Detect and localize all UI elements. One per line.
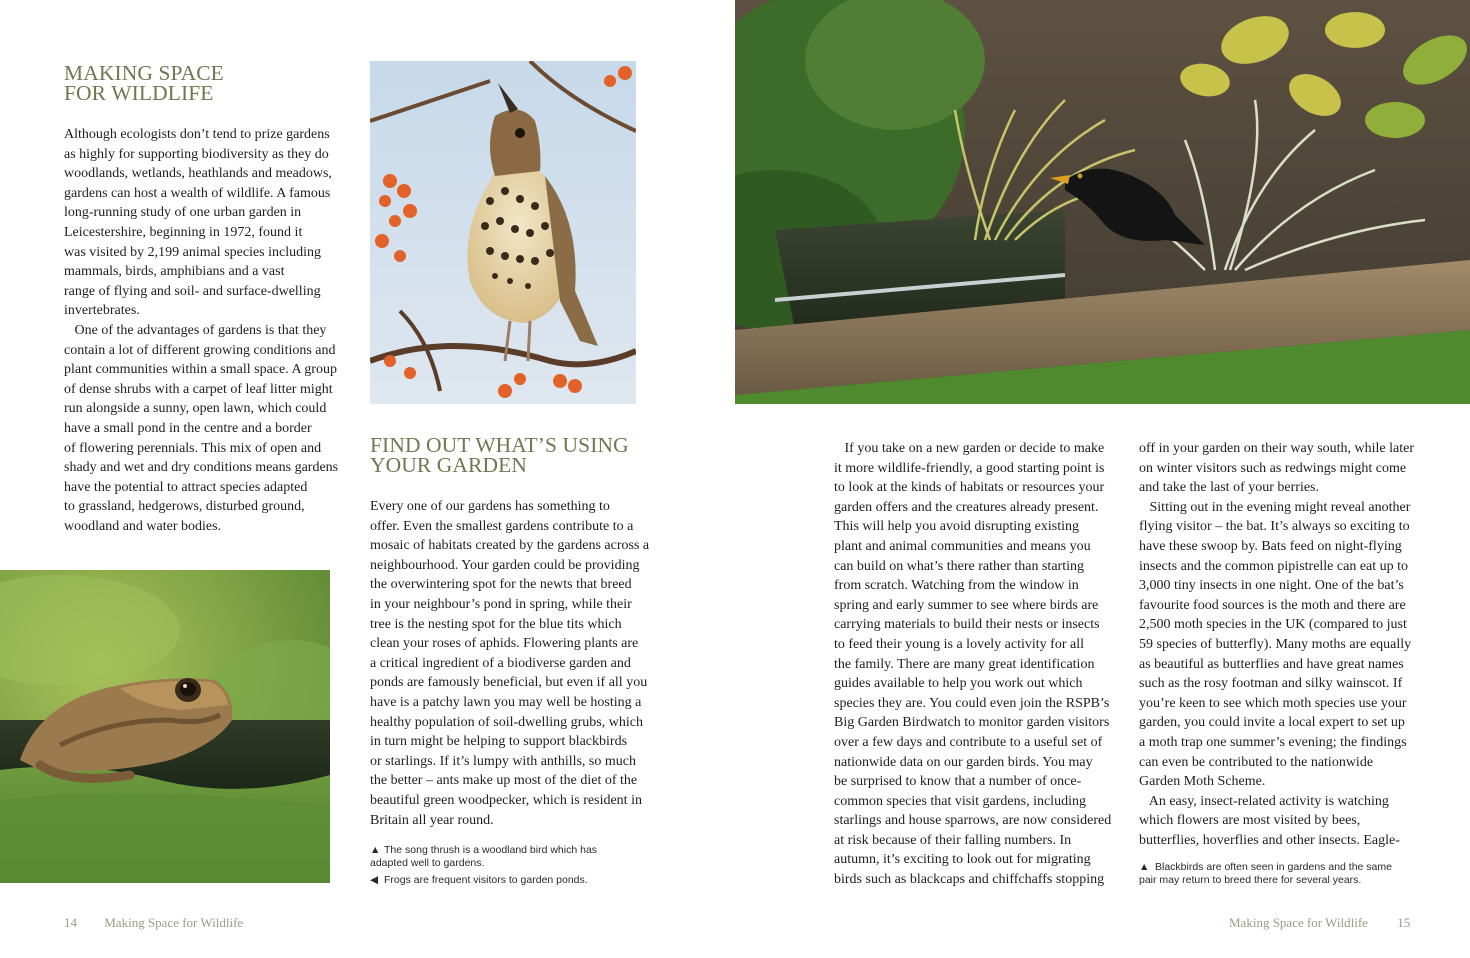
text-line: of dense shrubs with a carpet of leaf litter might	[64, 381, 333, 397]
text-line: plant and animal communities and means you	[834, 538, 1091, 554]
text-line: and take the last of your berries.	[1139, 480, 1319, 496]
text-line: 2,500 moth species in the UK (compared to just	[1139, 617, 1407, 633]
running-title: Making Space for Wildlife	[104, 915, 244, 930]
text-line: neighbourhood. Your garden could be providing	[370, 557, 640, 573]
text-line: insects and the common pipistrelle can eat up to	[1139, 558, 1409, 574]
text-line: woodland and water bodies.	[64, 518, 222, 534]
text-line: One of the advantages of gardens is that they	[64, 322, 327, 338]
text-line: a moth trap one summer’s evening; the findings	[1139, 734, 1407, 750]
text-line: to look at the kinds of habitats or resources your	[834, 480, 1105, 496]
heading-line: FOR WILDLIFE	[64, 80, 214, 105]
page-number: 15	[1397, 915, 1411, 930]
find-out-text-column	[370, 497, 650, 830]
text-line: Every one of our gardens has something to	[370, 499, 610, 514]
intro-text-column	[64, 125, 344, 536]
text-line: in turn might be helping to support blackbirds	[370, 734, 628, 750]
frog-illustration	[0, 570, 330, 883]
text-line: carrying materials to build their nests or insects	[834, 617, 1100, 633]
blackbird-pond-photo	[735, 0, 1470, 404]
song-thrush-illustration	[370, 61, 636, 404]
text-line: the better – ants make up most of the diet of the	[370, 773, 638, 789]
text-line: a critical ingredient of a biodiverse garden and	[370, 655, 631, 671]
text-line: at risk because of their falling numbers. In	[834, 832, 1072, 848]
text-line: the family. There are many great identification	[834, 656, 1095, 672]
text-line: run alongside a sunny, open lawn, which could	[64, 401, 327, 417]
right-footer	[1229, 915, 1410, 931]
text-line: garden, you could invite a local expert to set up	[1139, 715, 1405, 731]
text-line: it more wildlife-friendly, a good starting point is	[834, 460, 1105, 476]
text-line: have a small pond in the centre and a border	[64, 420, 312, 436]
text-line: Big Garden Birdwatch to monitor garden visitors	[834, 715, 1110, 731]
text-line: starlings and house sparrows, are now considered	[834, 813, 1112, 829]
text-line: you’re keen to see which moth species use your	[1139, 695, 1407, 711]
text-line: of flowering perennials. This mix of open and	[64, 440, 322, 456]
text-line: Britain all year round.	[370, 812, 494, 828]
text-line: off in your garden on their way south, while later	[1139, 441, 1415, 456]
caption-frog	[370, 874, 640, 887]
text-line: tree is the nesting spot for the blue tits which	[370, 616, 622, 632]
text-line: can even be contributed to the nationwide	[1139, 754, 1374, 770]
text-line: healthy population of soil-dwelling grubs, which	[370, 714, 643, 730]
text-line: Leicestershire, beginning in 1972, found it	[64, 224, 303, 240]
heading-line: FIND OUT WHAT’S USING	[370, 433, 629, 457]
text-line: have these swoop by. Bats feed on night-flying	[1139, 538, 1402, 554]
text-line: beautiful green woodpecker, which is resident in	[370, 792, 642, 808]
text-line: plant communities within a small space. A group	[64, 362, 337, 378]
caption-line: The song thrush is a woodland bird which has	[384, 844, 598, 856]
text-line: woodlands, wetlands, heathlands and meadows,	[64, 166, 332, 182]
text-line: from scratch. Watching from the window in	[834, 578, 1079, 594]
caption-line: Frogs are frequent visitors to garden ponds.	[384, 874, 588, 886]
text-line: to grassland, hedgerows, disturbed ground,	[64, 499, 305, 515]
frog-photo	[0, 570, 330, 883]
text-line: which flowers are most visited by bees,	[1139, 813, 1361, 829]
caption-line: pair may return to breed there for several years.	[1139, 874, 1362, 886]
running-title: Making Space for Wildlife	[1229, 915, 1368, 930]
text-line: Sitting out in the evening might reveal another	[1139, 499, 1411, 515]
text-line: have the potential to attract species adapted	[64, 479, 308, 495]
text-line: as highly for supporting biodiversity as they do	[64, 146, 329, 162]
right-text-column-1	[834, 439, 1112, 890]
text-line: common species that visit gardens, including	[834, 793, 1086, 809]
text-line: long-running study of one urban garden in	[64, 205, 302, 221]
up-arrow-icon: ▲	[370, 844, 381, 856]
text-line: If you take on a new garden or decide to make	[834, 441, 1105, 456]
text-line: gardens can host a wealth of wildlife. A famous	[64, 185, 331, 201]
text-line: species they are. You could even join the RSPB’s	[834, 695, 1110, 711]
caption-blackbird	[1139, 861, 1429, 887]
text-line: over a few days and contribute to a useful set of	[834, 734, 1103, 750]
text-line: This will help you avoid disrupting existing	[834, 519, 1079, 535]
text-line: was visited by 2,199 animal species including	[64, 244, 322, 260]
up-arrow-icon: ▲	[1139, 861, 1150, 873]
caption-line: adapted well to gardens.	[370, 857, 485, 869]
caption-line: Blackbirds are often seen in gardens and the same	[1155, 861, 1392, 873]
text-line: mosaic of habitats created by the gardens across a	[370, 538, 650, 554]
text-line: autumn, it’s exciting to look out for migrating	[834, 852, 1091, 868]
text-line: favourite food sources is the moth and there are	[1139, 597, 1406, 613]
section-heading-find-out	[370, 433, 629, 477]
section-heading-making-space	[64, 61, 224, 105]
caption-song-thrush	[370, 844, 640, 870]
text-line: contain a lot of different growing conditions and	[64, 342, 336, 358]
text-line: Garden Moth Scheme.	[1139, 774, 1266, 790]
text-line: clean your roses of aphids. Flowering plants are	[370, 636, 639, 652]
text-line: butterflies, hoverflies and other insects. Eagle-	[1139, 832, 1400, 848]
right-text-column-2	[1139, 439, 1414, 850]
left-footer	[64, 915, 243, 931]
text-line: shady and wet and dry conditions means gardens	[64, 460, 339, 476]
text-line: spring and early summer to see where birds are	[834, 597, 1099, 613]
page-number: 14	[64, 915, 77, 930]
text-line: to feed their young is a lovely activity for all	[834, 636, 1084, 652]
song-thrush-photo	[370, 61, 636, 404]
heading-line: MAKING SPACE	[64, 61, 224, 85]
blackbird-illustration	[735, 0, 1470, 404]
text-line: 3,000 tiny insects in one night. One of the bat’s	[1139, 578, 1404, 594]
text-line: nationwide data on our garden birds. You may	[834, 754, 1093, 770]
heading-line: YOUR GARDEN	[370, 452, 527, 477]
text-line: An easy, insect-related activity is watching	[1139, 793, 1389, 809]
text-line: garden offers and the creatures already present.	[834, 499, 1099, 515]
text-line: can build on what’s there rather than starting	[834, 558, 1084, 574]
text-line: invertebrates.	[64, 303, 140, 319]
text-line: 59 species of butterfly). Many moths are equally	[1139, 636, 1412, 652]
left-arrow-icon: ◀	[370, 874, 379, 886]
text-line: or starlings. If it’s lumpy with anthills, so much	[370, 753, 636, 769]
text-line: ponds are famously beneficial, but even if all you	[370, 675, 648, 691]
text-line: mammals, birds, amphibians and a vast	[64, 264, 285, 280]
text-line: be surprised to know that a number of once-	[834, 774, 1082, 790]
text-line: guides available to help you work out which	[834, 676, 1083, 692]
text-line: offer. Even the smallest gardens contribute to a	[370, 518, 634, 534]
text-line: the overwintering spot for the newts that breed	[370, 577, 632, 593]
text-line: have is a patchy lawn you may well be hosting a	[370, 694, 642, 710]
text-line: as beautiful as butterflies and have great names	[1139, 656, 1404, 672]
text-line: such as the rosy footman and silky wainscot. If	[1139, 676, 1403, 692]
text-line: range of flying and soil- and surface-dwelling	[64, 283, 321, 299]
text-line: in your neighbour’s pond in spring, while their	[370, 596, 632, 612]
text-line: Although ecologists don’t tend to prize gardens	[64, 127, 330, 142]
text-line: birds such as blackcaps and chiffchaffs stopping	[834, 872, 1105, 888]
text-line: flying visitor – the bat. It’s always so exciting to	[1139, 519, 1410, 535]
text-line: on winter visitors such as redwings might come	[1139, 460, 1407, 476]
